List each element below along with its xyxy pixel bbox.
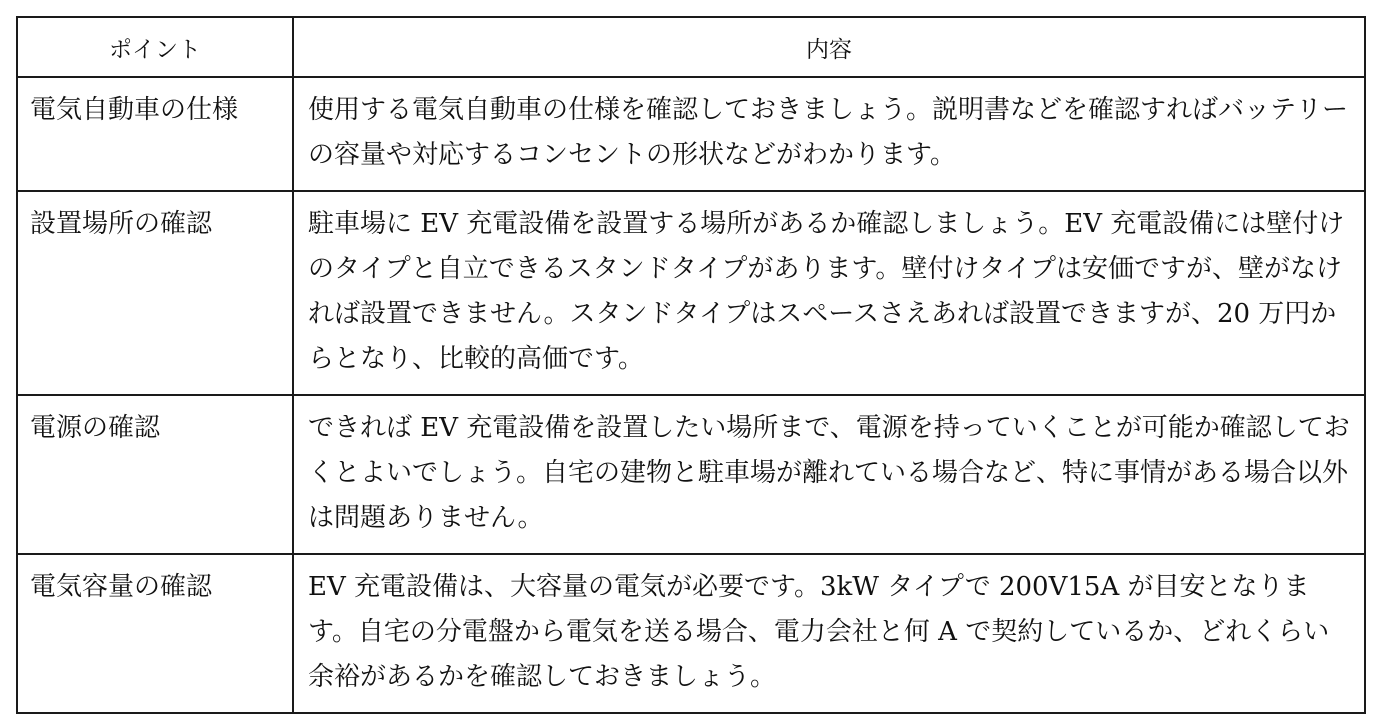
row-point-location: 設置場所の確認	[17, 191, 293, 395]
header-point: ポイント	[17, 17, 293, 77]
table-row	[17, 554, 1365, 713]
row-content-location: 駐車場に EV 充電設備を設置する場所があるか確認しましょう。EV 充電設備には壁付けのタイプと自立できるスタンドタイプがあります。壁付けタイプは安価ですが、壁がなければ設置できません。スタンドタイプはスペースさえあれば設置できますが、20 万円からとなり、比較的高価です。	[293, 191, 1365, 395]
header-content: 内容	[293, 17, 1365, 77]
table-row	[17, 395, 1365, 554]
table-row	[17, 77, 1365, 191]
row-content-ev-spec: 使用する電気自動車の仕様を確認しておきましょう。説明書などを確認すればバッテリーの容量や対応するコンセントの形状などがわかります。	[293, 77, 1365, 191]
header-row	[17, 17, 1365, 77]
row-point-ev-spec: 電気自動車の仕様	[17, 77, 293, 191]
info-table	[16, 16, 1366, 714]
row-content-capacity: EV 充電設備は、大容量の電気が必要です。3kW タイプで 200V15A が目安となります。自宅の分電盤から電気を送る場合、電力会社と何 A で契約しているか、どれくらい余裕があるかを確認しておきましょう。	[293, 554, 1365, 713]
table-row	[17, 191, 1365, 395]
row-point-power-source: 電源の確認	[17, 395, 293, 554]
row-content-power-source: できれば EV 充電設備を設置したい場所まで、電源を持っていくことが可能か確認しておくとよいでしょう。自宅の建物と駐車場が離れている場合など、特に事情がある場合以外は問題ありません。	[293, 395, 1365, 554]
row-point-capacity: 電気容量の確認	[17, 554, 293, 713]
